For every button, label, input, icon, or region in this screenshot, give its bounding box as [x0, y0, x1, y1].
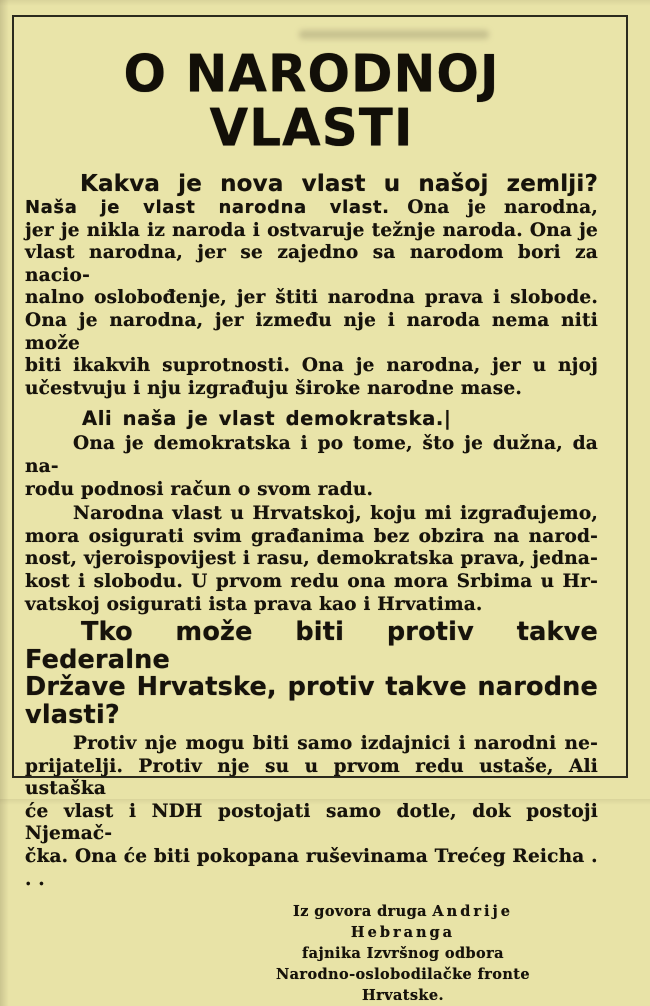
- heading-line: Tko može biti protiv takve Federalne: [25, 617, 598, 675]
- heading-line: vlasti?: [25, 699, 120, 730]
- paragraph-demokratska: [25, 433, 598, 501]
- paragraph-line: [25, 197, 598, 220]
- paragraph-line: biti ikakvih suprotnosti. Ona je narodna, jer u njoj: [25, 355, 598, 377]
- paragraph-protiv-nje: [25, 733, 598, 891]
- paragraph-line: učestvuju i nju izgrađuju široke narodne mase.: [25, 377, 522, 399]
- paragraph-line: će vlast i NDH postojati samo dotle, dok postoji Njemač-: [25, 800, 598, 845]
- paragraph-line: vlast narodna, jer se zajedno sa narodom bori za nacio-: [25, 242, 598, 286]
- paragraph-line: nost, vjeroispovijest i rasu, demokratska prava, jedna-: [25, 548, 598, 570]
- tko-moze-heading: [25, 619, 598, 729]
- leaflet-border-frame: [12, 15, 628, 1005]
- paragraph-narodna-vlast: [25, 197, 598, 400]
- paragraph-line: jer je nikla iz naroda i ostvaruje težnje naroda. Ona je: [25, 219, 598, 241]
- paragraph-line: čka. Ona će biti pokopana ruševinama Trećeg Reicha . . .: [25, 846, 598, 890]
- signature-prefix: Iz govora druga: [293, 903, 427, 921]
- signature-role-line: fajnika Izvršnog odbora: [302, 945, 504, 963]
- signature-author-name: Andrije Hebranga: [350, 903, 513, 942]
- print-smudge: [299, 30, 489, 39]
- heading-line: Države Hrvatske, protiv takve narodne: [25, 672, 598, 703]
- paragraph-line: rodu podnosi račun o svom radu.: [25, 478, 374, 500]
- paragraph-line: Ona je narodna, jer između nje i naroda nema niti može: [25, 309, 598, 354]
- leaflet-content: [14, 17, 626, 1005]
- leaflet-title: O NARODNOJ VLASTI: [123, 44, 500, 158]
- signature-organization-line: Narodno-oslobodilačke fronte Hrvatske.: [275, 966, 531, 1005]
- signature-source-line: [238, 901, 568, 943]
- signature-block: [238, 901, 568, 1006]
- paragraph-line: Ona je demokratska i po tome, što je dužna, da na-: [25, 433, 598, 477]
- paragraph-line: prijatelji. Protiv nje su u prvom redu ustaše, Ali ustaška: [25, 755, 598, 800]
- lead-sentence-bold: Naša je vlast narodna vlast.: [25, 197, 390, 218]
- paragraph-line: nalno oslobođenje, jer štiti narodna prava i slobode.: [25, 287, 598, 309]
- question-heading: Kakva je nova vlast u našoj zemlji?: [80, 171, 598, 197]
- paragraph-line: mora osigurati svim građanima bez obzira na narod-: [25, 525, 598, 547]
- demokratska-statement: Ali naša je vlast demokratska.|: [82, 407, 452, 431]
- paragraph-line: vatskoj osigurati ista prava kao i Hrvatima.: [25, 593, 483, 615]
- paragraph-prava-gradjana: [25, 503, 598, 616]
- paragraph-line: kost i slobodu. U prvom redu ona mora Srbima u Hr-: [25, 570, 598, 592]
- paragraph-line: Protiv nje mogu biti samo izdajnici i narodni ne-: [73, 733, 598, 755]
- paragraph-line: Narodna vlast u Hrvatskoj, koju mi izgrađujemo,: [73, 503, 598, 525]
- lead-sentence-rest: Ona je narodna,: [407, 197, 598, 218]
